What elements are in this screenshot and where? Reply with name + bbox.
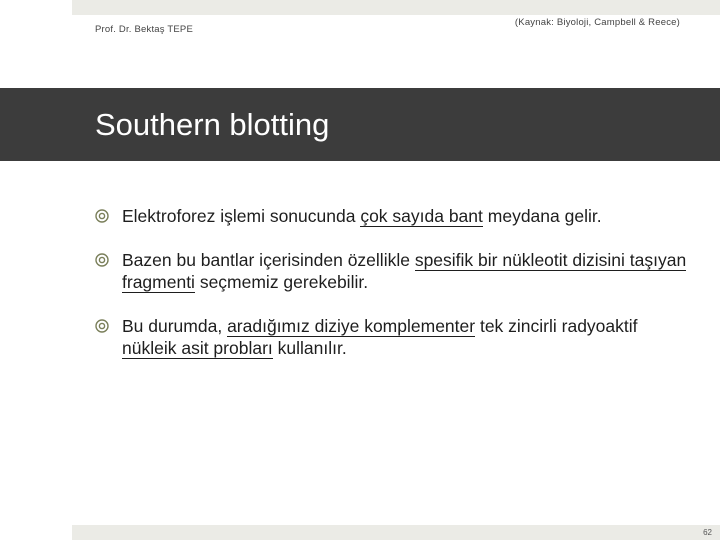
bullet-text: seçmemiz gerekebilir.: [194, 272, 369, 292]
slide-title: Southern blotting: [95, 107, 330, 142]
underlined-term: aradığımız diziye komplementer: [227, 316, 476, 336]
top-decorative-strip: [72, 0, 720, 15]
underlined-term: nükleik asit probları: [122, 338, 273, 358]
page-number: 62: [703, 528, 712, 537]
source-citation: (Kaynak: Biyoloji, Campbell & Reece): [514, 17, 680, 28]
target-bullet-icon: [95, 209, 109, 223]
bullet-item: [95, 315, 695, 359]
underlined-term: spesifik bir nükleotit dizisini taşıyan fragmenti: [122, 250, 687, 292]
bullet-text: Elektroforez işlemi sonucunda: [122, 206, 361, 226]
bottom-decorative-strip: [72, 525, 720, 540]
bullet-text: meydana gelir.: [482, 206, 602, 226]
bullet-text: Bu durumda,: [122, 316, 228, 336]
underlined-term: çok sayıda bant: [360, 206, 483, 226]
bullet-text: kullanılır.: [272, 338, 347, 358]
bullet-text: Bazen bu bantlar içerisinden özellikle: [122, 250, 415, 270]
bullet-item: [95, 205, 695, 227]
target-bullet-icon: [95, 253, 109, 267]
author-label: Prof. Dr. Bektaş TEPE: [95, 24, 194, 35]
bullet-item: [95, 249, 695, 293]
bullet-list: [95, 205, 695, 381]
target-bullet-icon: [95, 319, 109, 333]
bullet-text: tek zincirli radyoaktif: [475, 316, 638, 336]
